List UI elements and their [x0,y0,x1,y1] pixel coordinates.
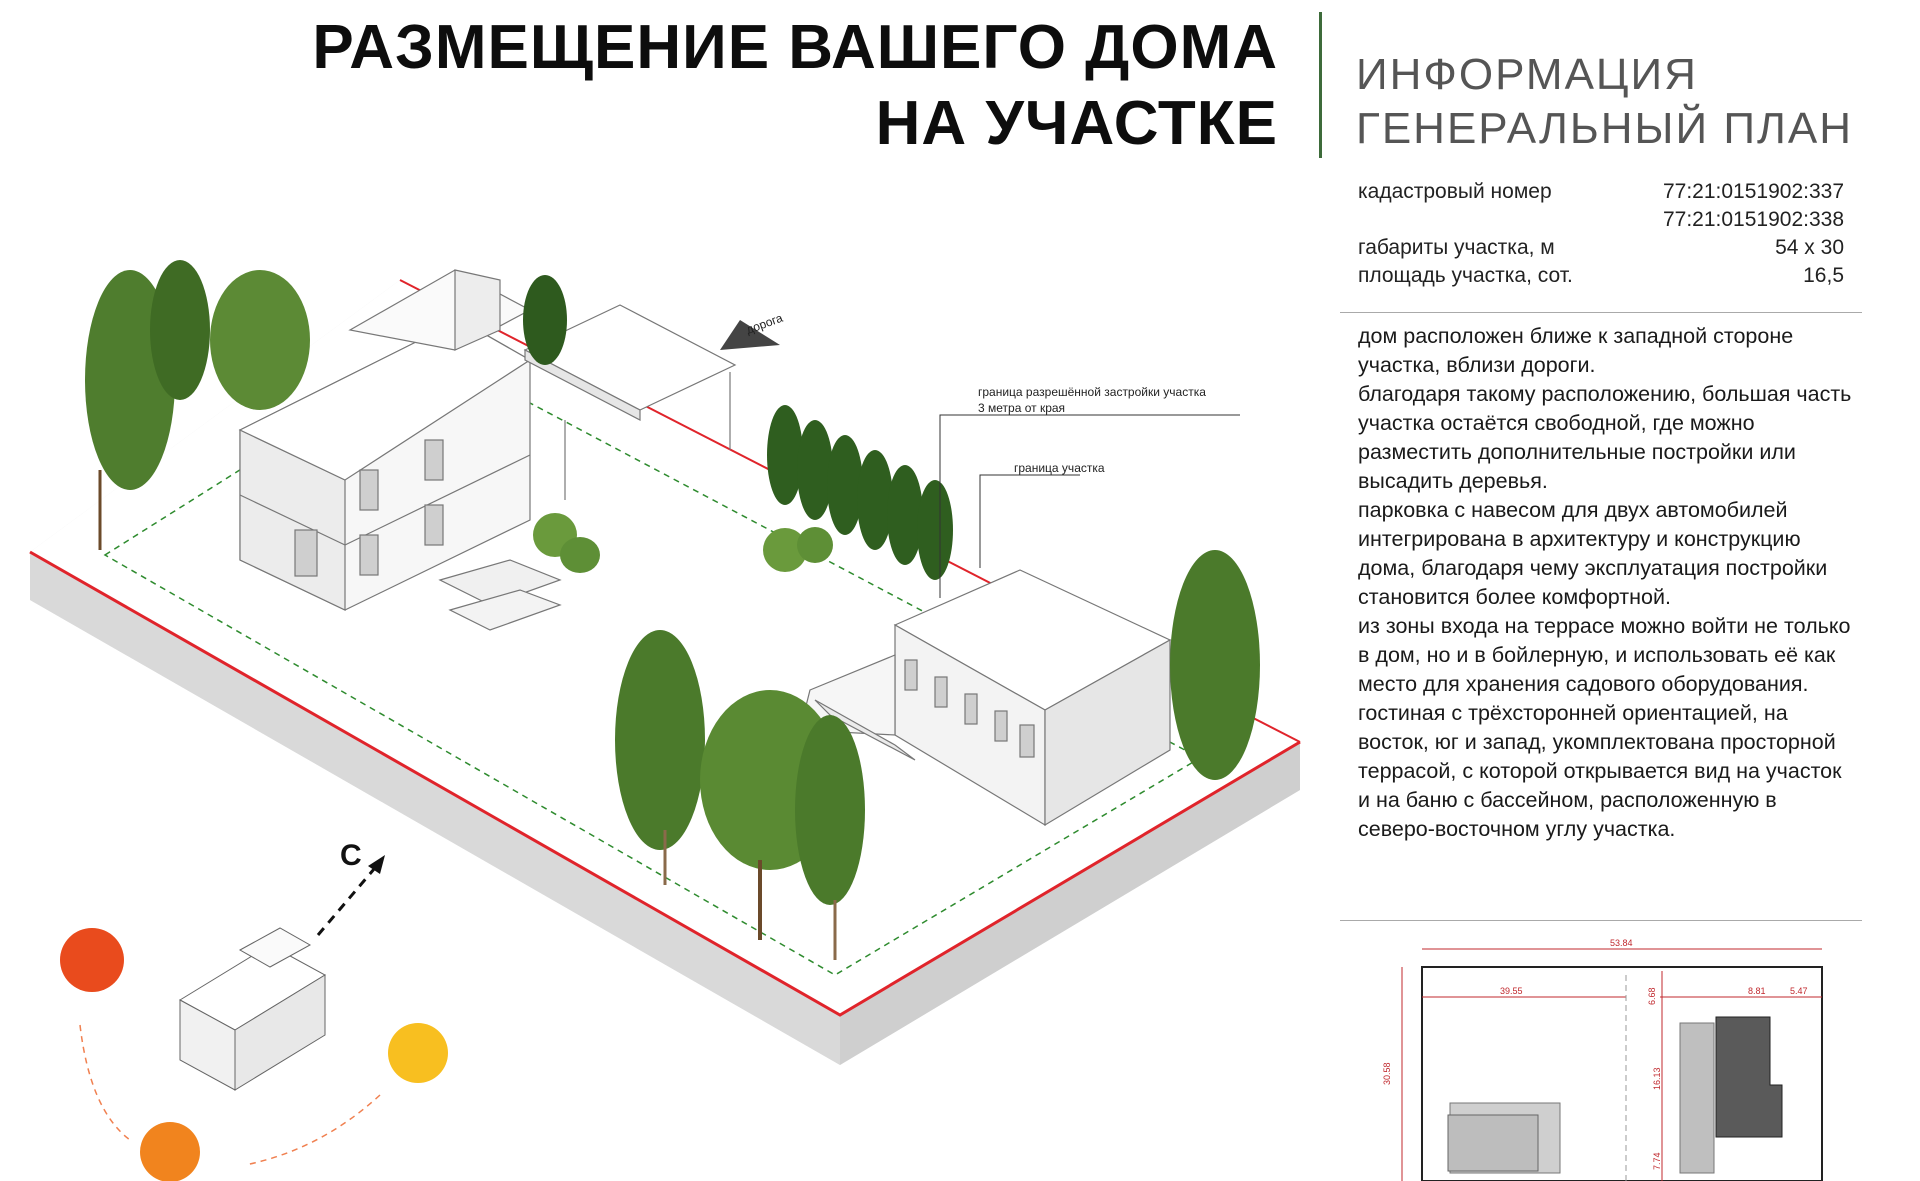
dim-house-width: 8.81 [1748,986,1766,996]
orientation-diagram [60,839,448,1181]
dim-left-width: 39.55 [1500,986,1523,996]
sun-icon [388,1023,448,1083]
dim-bottom-gap: 7.74 [1652,1152,1662,1170]
plot-boundary-label: граница участка [1014,461,1105,475]
sun-icon [60,928,124,992]
description-paragraph-2: благодаря такому расположению, большая часть участка остаётся свободной, где можно разместить дополнительные постройки или высадить деревья. [1358,382,1852,493]
buildable-boundary-label-1: граница разрешённой застройки участка [978,385,1206,399]
size-label: габариты участка, м [1358,236,1555,259]
section-title-line-2: ГЕНЕРАЛЬНЫЙ ПЛАН [1356,104,1853,153]
site-plan [1370,935,1840,1181]
section-title-line-1: ИНФОРМАЦИЯ [1356,50,1698,99]
road-label: дорога [744,310,785,337]
dim-top-gap: 6.68 [1647,987,1657,1005]
buildable-boundary-label-2: 3 метра от края [978,401,1066,415]
dim-plot-depth: 30.58 [1382,1062,1392,1085]
area-label: площадь участка, сот. [1358,264,1573,287]
dim-house-depth: 16.13 [1652,1067,1662,1090]
dim-total-width: 53.84 [1610,938,1633,948]
north-label: С [340,839,362,872]
cadastral-value-2: 77:21:0151902:338 [1662,208,1844,231]
road-marker [720,311,785,350]
area-value: 16,5 [1803,264,1844,287]
cadastral-label: кадастровый номер [1358,180,1552,203]
size-value: 54 x 30 [1775,236,1844,259]
page-title-line-2: НА УЧАСТКЕ [875,89,1278,158]
description-paragraph-5: гостиная с трёхсторонней ориентацией, на восток, юг и запад, укомплектована просторной террасой, с которой открывается вид на участок и на баню с бассейном, расположенную в северо-восточном углу участка. [1358,701,1842,841]
page-title-line-1: РАЗМЕЩЕНИЕ ВАШЕГО ДОМА [312,13,1278,82]
description-paragraph-1: дом расположен ближе к западной стороне участка, вблизи дороги. [1358,324,1794,377]
cadastral-value-1: 77:21:0151902:337 [1662,180,1844,203]
description-paragraph-3: парковка с навесом для двух автомобилей интегрирована в архитектуру и конструкцию дома, благодаря чему эксплуатация постройки становится более комфортной. [1358,498,1828,609]
description-paragraph-4: из зоны входа на террасе можно войти не только в дом, но и в бойлерную, и использовать её как место для хранения садового оборудования. [1358,614,1851,696]
north-arrow [318,862,380,935]
sun-icon [140,1122,200,1181]
dim-right-gap: 5.47 [1790,986,1808,996]
